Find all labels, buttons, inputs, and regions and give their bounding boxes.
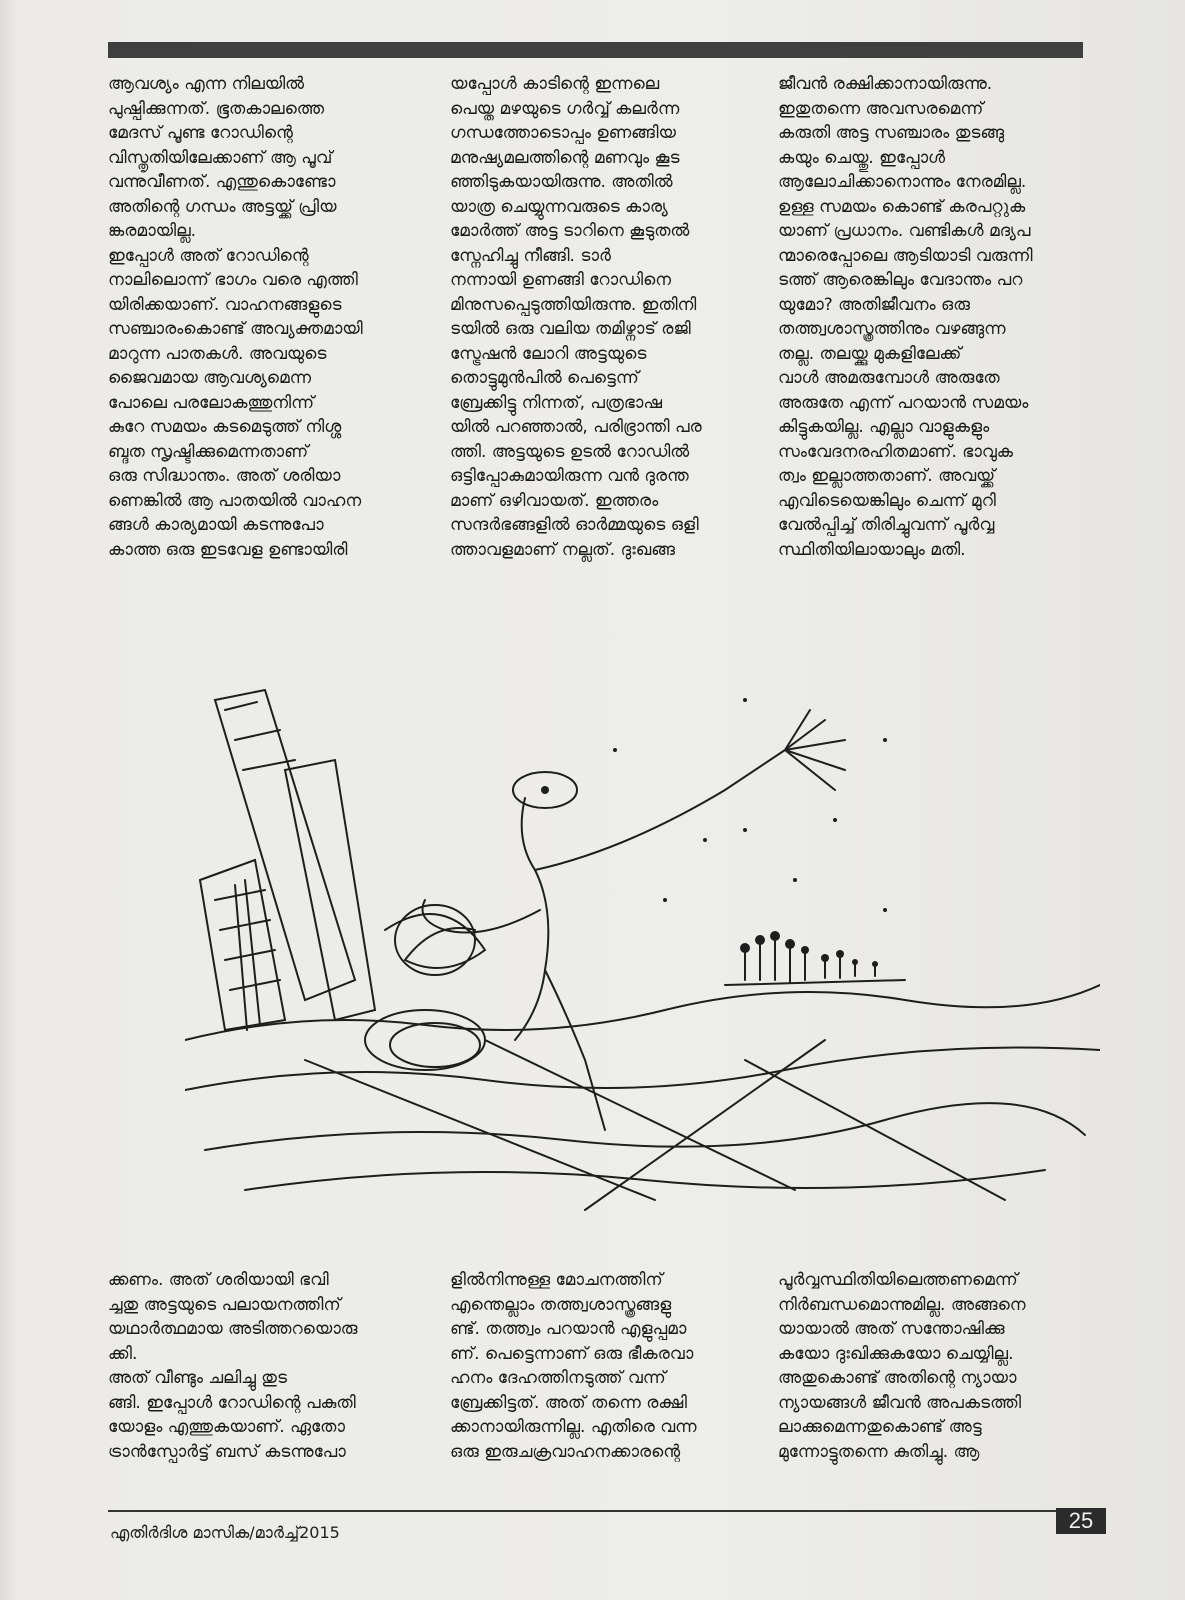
text-column-bottom-left: ക്കണം. അത് ശരിയായി ഭവി ച്ചതു അട്ടയുടെ പലായനത്തിന് യഥാർത്ഥമായ അടിത്തറയൊരു ക്കി. അത് വീണ്ടും ചലിച്ചു തുട ങ്ങി. ഇപ്പോൾ റോഡിന്റെ പകുതി യോളം എത്തുകയാണ്. ഏതോ ട്രാൻസ്പോർട്ട് ബസ് കടന്നുപോ	[108, 1270, 358, 1462]
footer-publication: എതിർദിശ മാസിക/മാർച്ച്2015	[110, 1523, 340, 1542]
top-rule	[108, 42, 1083, 58]
page-number: 25	[1056, 1508, 1106, 1534]
text-column-top-right: ജീവൻ രക്ഷിക്കാനായിരുന്നു. ഇതുതന്നെ അവസരമെന്ന് കരുതി അട്ട സഞ്ചാരം തുടങ്ങു കയും ചെയ്തു. ഇപ്പോൾ ആലോചിക്കാനൊന്നും നേരമില്ല. ഉള്ള സമയം കൊണ്ട് കരപറ്റുക യാണ് പ്രധാനം. വണ്ടികൾ മദ്യപ ന്മാരെപ്പോലെ ആടിയാടി വരുന്നി ടത്ത് ആരെങ്കിലും വേദാന്തം പറ യുമോ? അതിജീവനം ഒരു തത്ത്വശാസ്ത്രത്തിനും വഴങ്ങുന്ന തല്ല. തലയ്ക്കു മുകളിലേക്ക് വാൾ അമരുമ്പോൾ അരുതേ അരുതേ എന്ന് പറയാൻ സമയം കിട്ടുകയില്ല. എല്ലാ വാളുകളും സംവേദനരഹിതമാണ്. ഭാവുക ത്വം ഇല്ലാത്തതാണ്. അവയ്ക്ക് എവിടെയെങ്കിലും ചെന്ന് മുറി വേൽപ്പിച്ച് തിരിച്ചുവന്ന് പൂർവ്വ സ്ഥിതിയിലായാലും മതി.	[778, 74, 1033, 560]
bottom-rule	[108, 1510, 1083, 1512]
text-column-top-left: ആവശ്യം എന്ന നിലയിൽ പുഷ്പിക്കുന്നത്. ഭൂതകാലത്തെ മേദസ് പൂണ്ട റോഡിന്റെ വിസ്തൃതിയിലേക്കാണ് ആ പൂവ് വന്നുവീണത്. എന്തുകൊണ്ടോ അതിന്റെ ഗന്ധം അട്ടയ്ക്ക് പ്രിയ ങ്കരമായില്ല. ഇപ്പോൾ അത് റോഡിന്റെ നാലിലൊന്ന് ഭാഗം വരെ എത്തി യിരിക്കയാണ്. വാഹനങ്ങളുടെ സഞ്ചാരംകൊണ്ട് അവ്യക്തമായി മാറുന്ന പാതകൾ. അവയുടെ ജൈവമായ ആവശ്യമെന്ന പോലെ പരലോകത്തുനിന്ന് കുറേ സമയം കടമെടുത്ത് നിശ്ശ ബ്ദത സൃഷ്ടിക്കുമെന്നതാണ് ഒരു സിദ്ധാന്തം. അത് ശരിയാ ണെങ്കിൽ ആ പാതയിൽ വാഹന ങ്ങൾ കാര്യമായി കടന്നുപോ കാത്ത ഒരു ഇടവേള ഉണ്ടായിരി	[108, 74, 363, 560]
building-sketch	[200, 860, 285, 1030]
building-sketch	[215, 690, 355, 1000]
text-column-top-middle: യപ്പോൾ കാടിന്റെ ഇന്നലെ പെയ്ത മഴയുടെ ഗർവ്വ് കലർന്ന ഗന്ധത്തോടൊപ്പം ഉണങ്ങിയ മനുഷ്യമലത്തിന്റെ മണവും കൂട ഞ്ഞിടുകയായിരുന്നു. അതിൽ യാത്ര ചെയ്യുന്നവരുടെ കാര്യ മോർത്ത് അട്ട ടാറിനെ കൂടുതൽ സ്നേഹിച്ചു നീങ്ങി. ടാർ നന്നായി ഉണങ്ങി റോഡിനെ മിനുസപ്പെടുത്തിയിരുന്നു. ഇതിനി ടയിൽ ഒരു വലിയ തമിഴ്നാട് രജി സ്ട്രേഷൻ ലോറി അട്ടയുടെ തൊട്ടുമുൻപിൽ പെട്ടെന്ന് ബ്രേക്കിട്ടു നിന്നത്, പത്രഭാഷ യിൽ പറഞ്ഞാൽ, പരിഭ്രാന്തി പര ത്തി. അട്ടയുടെ ഉടൽ റോഡിൽ ഒട്ടിപ്പോകുമായിരുന്ന വൻ ദുരന്ത മാണ് ഒഴിവായത്. ഇത്തരം സന്ദർഭങ്ങളിൽ ഓർമ്മയുടെ ഒളി ത്താവളമാണ് നല്ലത്. ദുഃഖങ്ങ	[450, 74, 702, 560]
sketch-illustration	[185, 680, 1100, 1220]
figure-arm	[535, 750, 785, 870]
text-column-bottom-right: പൂർവ്വസ്ഥിതിയിലെത്തണമെന്ന് നിർബന്ധമൊന്നുമില്ല. അങ്ങനെ യായാൽ അത് സന്തോഷിക്കു കയോ ദുഃഖിക്കുകയോ ചെയ്യില്ല. അതുകൊണ്ട് അതിന്റെ ന്യായാ ന്യായങ്ങൾ ജീവൻ അപകടത്തി ലാക്കുമെന്നതുകൊണ്ട് അട്ട മുന്നോട്ടുതന്നെ കുതിച്ചു. ആ	[778, 1270, 1026, 1462]
text-column-bottom-middle: ളിൽനിന്നുള്ള മോചനത്തിന് എന്തെല്ലാം തത്ത്വശാസ്ത്രങ്ങളു ണ്ട്. തത്ത്വം പറയാൻ എളുപ്പമാ ണ്. പെട്ടെന്നാണ് ഒരു ഭീകരവാ ഹനം ദേഹത്തിനടുത്ത് വന്ന് ബ്രേക്കിട്ടത്. അത് തന്നെ രക്ഷി ക്കാനായിരുന്നില്ല. എതിരെ വന്ന ഒരു ഇരുചക്രവാഹനക്കാരന്റെ	[450, 1270, 697, 1462]
